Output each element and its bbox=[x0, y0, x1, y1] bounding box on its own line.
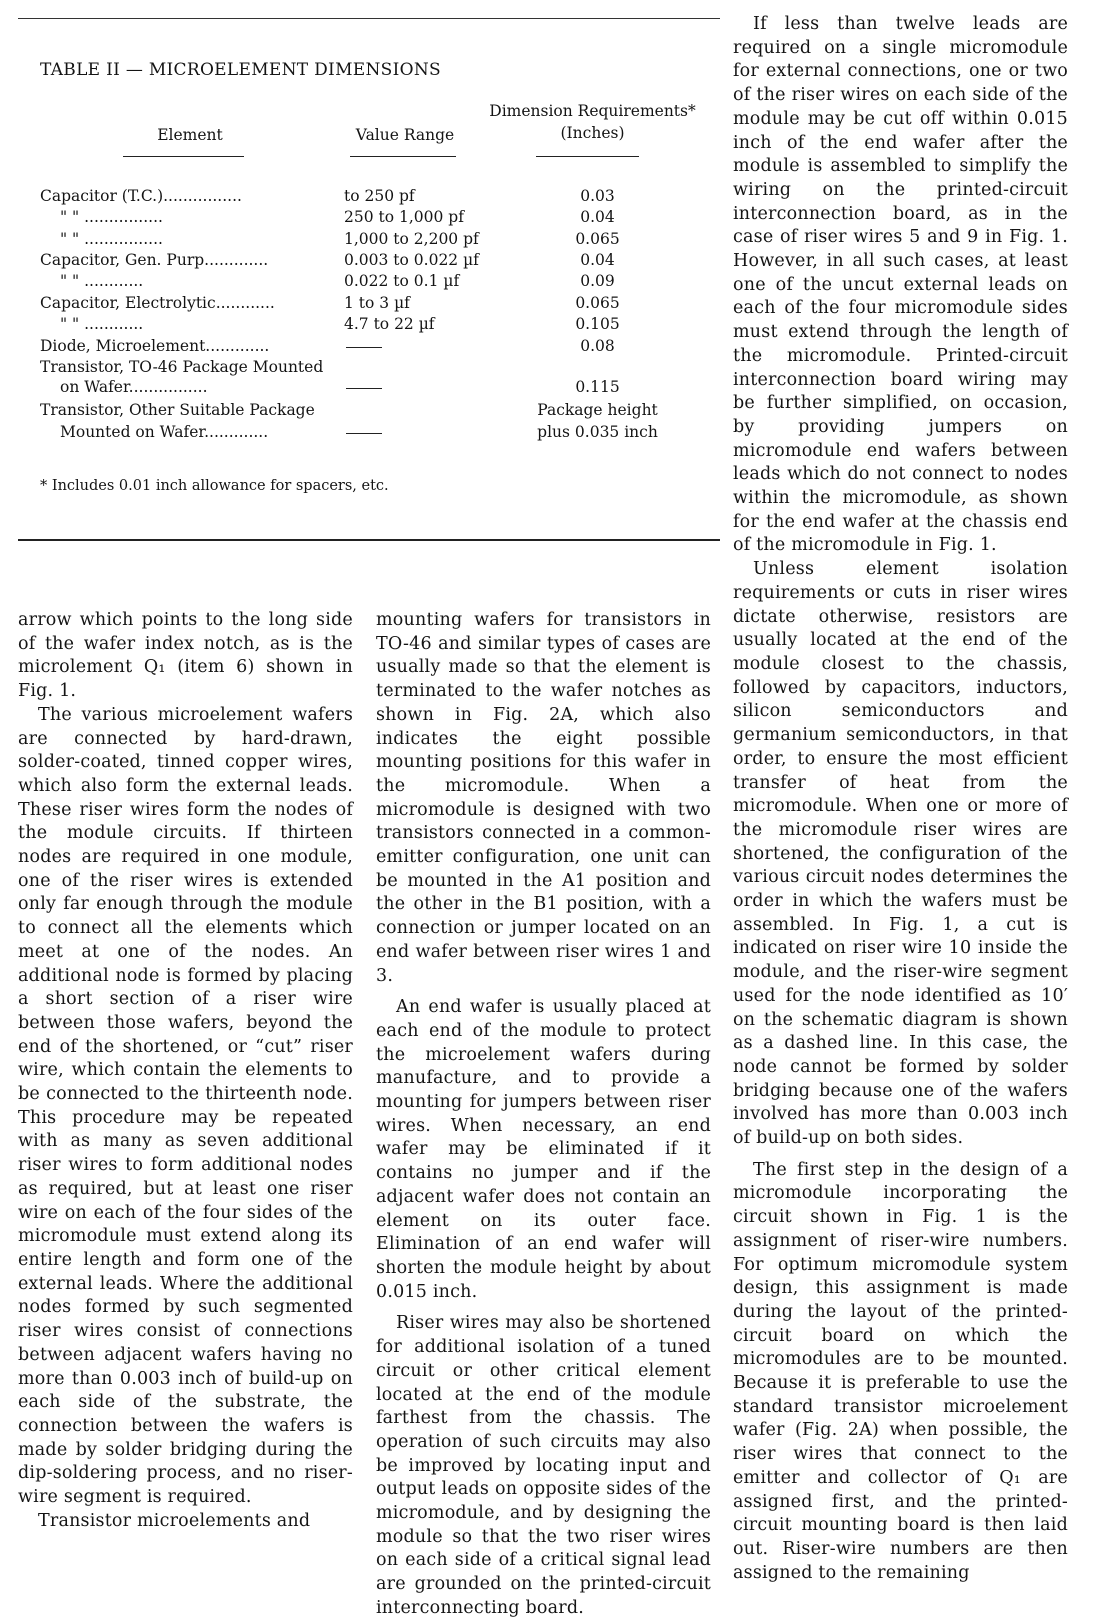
range-cell: 250 to 1,000 pf bbox=[344, 208, 464, 226]
paragraph: The first step in the design of a micromodule incorporating the circuit shown in Fig. 1 is the assignment of riser-wire numbers. For optimum micromodule system design, this assignment is made during the layout of the printed-circuit board on which the micromodules are to be mounted. Because it is preferable to use the standard transistor microelement wafer (Fig. 2A) when possible, the riser wires that connect to the emitter and collector of Q₁ are assigned first, and the printed-circuit mounting board is then laid out. Riser-wire numbers are then assigned to the remaining bbox=[733, 1159, 1068, 1583]
header-element: Element bbox=[157, 126, 223, 144]
table-row bbox=[40, 335, 720, 357]
table-footnote: * Includes 0.01 inch allowance for spacers, etc. bbox=[40, 478, 389, 494]
range-cell: 4.7 to 22 µf bbox=[344, 315, 435, 333]
element-cell: Mounted on Wafer............. bbox=[60, 423, 269, 441]
paragraph: Transistor microelements and bbox=[38, 1510, 311, 1531]
no-value-dash bbox=[346, 347, 382, 348]
dimension-cell: 0.115 bbox=[575, 378, 620, 396]
element-cell: Transistor, Other Suitable Package bbox=[40, 401, 315, 419]
dimension-cell: 0.04 bbox=[580, 251, 615, 269]
dimension-cell: 0.09 bbox=[580, 272, 615, 290]
header-underline bbox=[536, 156, 639, 157]
range-cell: 1,000 to 2,200 pf bbox=[344, 230, 479, 248]
paragraph: If less than twelve leads are required on a single micromodule for external connections, one or two of the riser wires on each side of the module may be cut off within 0.015 inch of the end wafer after the module is assembled to simplify the wiring on the printed-circuit interconnection board, as in the case of riser wires 5 and 9 in Fig. 1. However, in all such cases, at least one of the uncut external leads on each of the four micromodule sides must extend through the length of the micromodule. Printed-circuit interconnection board wiring may be further simplified, on occasion, by providing jumpers on micromodule end wafers between leads which do not connect to nodes within the micromodule, as shown for the end wafer at the chassis end of the micromodule in Fig. 1. bbox=[733, 14, 1068, 556]
table-row bbox=[40, 249, 720, 271]
header-underline bbox=[123, 156, 244, 157]
element-cell: " " ................ bbox=[60, 208, 163, 226]
paragraph: An end wafer is usually placed at each end of the module to protect the microelement wafers during manufacture, and to provide a mounting for jumpers between riser wires. When necessary, an end wafer may be eliminated if it contains no jumper and if the adjacent wafer does not contain an element on its outer face. Elimination of an end wafer will shorten the module height by about 0.015 inch. bbox=[376, 997, 711, 1302]
element-cell: Diode, Microelement............. bbox=[40, 337, 270, 355]
paragraph: The various microelement wafers are connected by hard-drawn, solder-coated, tinned copper wires, which also form the external leads. These riser wires form the nodes of the module circuits. If thirteen nodes are required in one module, one of the riser wires is extended only far enough through the module to connect all the elements which meet at one of the nodes. An additional node is formed by placing a short section of a riser wire between those wafers, beyond the end of the shortened, or “cut” riser wire, which contain the elements to be connected to the thirteenth node. This procedure may be repeated with as many as seven additional riser wires to form additional nodes as required, but at least one riser wire on each of the four sides of the micromodule must extend along its entire length and form one of the external leads. Where the additional nodes formed by such segmented riser wires consist of connections between adjacent wafers having no more than 0.003 inch of build-up on each side of the substrate, the connection between the wafers is made by solder bridging during the dip-soldering process, and no riser-wire segment is required. bbox=[18, 704, 353, 1508]
paragraph: Riser wires may also be shortened for additional isolation of a tuned circuit or other critical element located at the end of the module farthest from the chassis. The operation of such circuits may also be improved by locating input and output leads on opposite sides of the micromodule, and by designing the module so that the two riser wires on each side of a critical signal lead are grounded on the printed-circuit interconnecting board. bbox=[376, 1313, 711, 1618]
no-value-dash bbox=[346, 388, 382, 389]
dimension-cell: 0.04 bbox=[580, 208, 615, 226]
bottom-rule bbox=[18, 539, 720, 541]
element-cell: " " ............ bbox=[60, 315, 144, 333]
text-column-2 bbox=[376, 609, 711, 1621]
paragraph: Unless element isolation requirements or cuts in riser wires dictate otherwise, resistors are usually located at the end of the module closest to the chassis, followed by capacitors, inductors, silicon semiconductors and germanium semiconductors, in that order, to ensure the most efficient transfer of heat from the micromodule. When one or more of the micromodule riser wires are shortened, the configuration of the various circuit nodes determines the order in which the wafers must be assembled. In Fig. 1, a cut is indicated on riser wire 10 inside the module, and the riser-wire segment used for the node identified as 10′ on the schematic diagram is shown as a dashed line. In this case, the node cannot be formed by solder bridging because one of the wafers involved has more than 0.003 inch of build-up on both sides. bbox=[733, 559, 1068, 1149]
table-row bbox=[40, 356, 720, 378]
top-rule bbox=[18, 18, 720, 19]
dimension-cell: 0.08 bbox=[580, 337, 615, 355]
element-cell: Capacitor, Electrolytic............ bbox=[40, 294, 275, 312]
element-cell: on Wafer................ bbox=[60, 378, 208, 396]
no-value-dash bbox=[346, 433, 382, 434]
range-cell: to 250 pf bbox=[344, 187, 415, 205]
table-row bbox=[40, 376, 720, 398]
dimension-cell: 0.065 bbox=[575, 294, 620, 312]
header-underline bbox=[350, 156, 456, 157]
range-cell: 1 to 3 µf bbox=[344, 294, 410, 312]
table-row bbox=[40, 292, 720, 314]
table-row bbox=[40, 206, 720, 228]
header-value-range: Value Range bbox=[355, 126, 455, 144]
range-cell: 0.003 to 0.022 µf bbox=[344, 251, 479, 269]
table-row bbox=[40, 313, 720, 335]
element-cell: " " ............ bbox=[60, 272, 144, 290]
header-dimension: Dimension Requirements* (Inches) bbox=[489, 102, 696, 142]
dimension-cell: plus 0.035 inch bbox=[537, 423, 658, 441]
text-column-3 bbox=[733, 13, 1068, 1585]
dimension-cell: 0.03 bbox=[580, 187, 615, 205]
element-cell: " " ................ bbox=[60, 230, 163, 248]
range-cell: 0.022 to 0.1 µf bbox=[344, 272, 460, 290]
element-cell: Transistor, TO-46 Package Mounted bbox=[40, 358, 324, 376]
table-title: TABLE II — MICROELEMENT DIMENSIONS bbox=[40, 60, 441, 80]
table-row bbox=[40, 399, 720, 421]
paragraph: arrow which points to the long side of the wafer index notch, as is the microlement Q₁ (item 6) shown in Fig. 1. bbox=[18, 610, 353, 702]
dimension-cell: 0.105 bbox=[575, 315, 620, 333]
element-cell: Capacitor, Gen. Purp............. bbox=[40, 251, 269, 269]
table-row bbox=[40, 270, 720, 292]
table-row bbox=[40, 185, 720, 207]
table-row bbox=[40, 228, 720, 250]
dimension-cell: 0.065 bbox=[575, 230, 620, 248]
dimension-cell: Package height bbox=[537, 401, 658, 419]
element-cell: Capacitor (T.C.)................ bbox=[40, 187, 242, 205]
paragraph: mounting wafers for transistors in TO-46 and similar types of cases are usually made so that the element is terminated to the wafer notches as shown in Fig. 2A, which also indicates the eight possible mounting positions for this wafer in the micromodule. When a micromodule is designed with two transistors connected in a common-emitter configuration, one unit can be mounted in the A1 position and the other in the B1 position, with a connection or jumper located on an end wafer between riser wires 1 and 3. bbox=[376, 610, 711, 986]
text-column-1 bbox=[18, 609, 353, 1533]
table-row bbox=[40, 421, 720, 443]
